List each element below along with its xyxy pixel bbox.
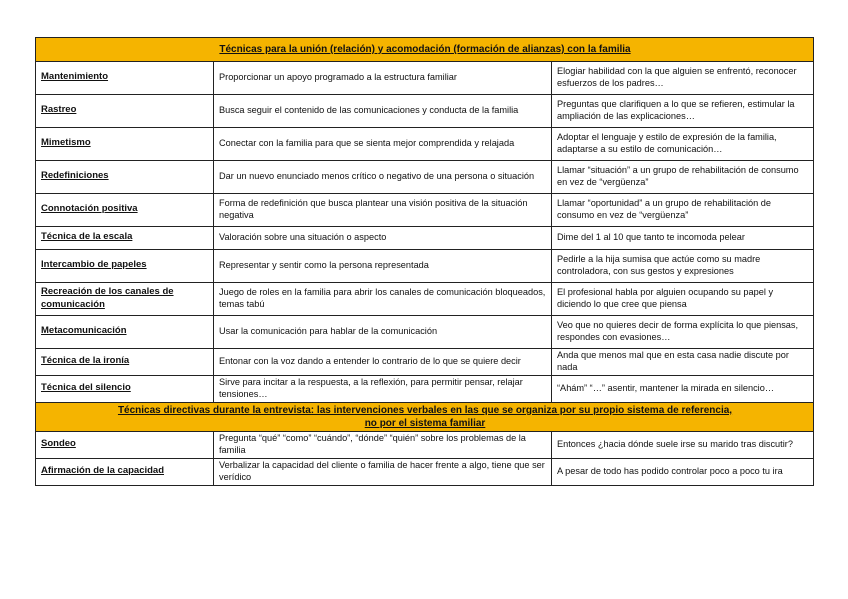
technique-row — [36, 62, 814, 95]
technique-name-text: Mantenimiento — [41, 71, 109, 83]
technique-name — [36, 431, 214, 458]
technique-example: Anda que menos mal que en esta casa nadie discute por nada — [552, 349, 814, 376]
technique-name — [36, 161, 214, 194]
technique-name-text: Connotación positiva — [41, 203, 138, 215]
technique-example: Llamar “oportunidad” a un grupo de rehabilitación de consumo en vez de “vergüenza” — [552, 194, 814, 227]
technique-description: Proporcionar un apoyo programado a la estructura familiar — [214, 62, 552, 95]
technique-description: Representar y sentir como la persona representada — [214, 250, 552, 283]
technique-name — [36, 458, 214, 485]
technique-name — [36, 194, 214, 227]
technique-row — [36, 227, 814, 250]
technique-description: Valoración sobre una situación o aspecto — [214, 227, 552, 250]
technique-name-text: Rastreo — [41, 104, 77, 116]
technique-example: Adoptar el lenguaje y estilo de expresión de la familia, adaptarse a su estilo de comunicación… — [552, 128, 814, 161]
technique-description: Sirve para incitar a la respuesta, a la reflexión, para permitir pensar, relajar tensiones… — [214, 375, 552, 402]
technique-name-text: Intercambio de papeles — [41, 259, 147, 271]
technique-example: Preguntas que clarifiquen a lo que se refieren, estimular la ampliación de las explicaciones… — [552, 95, 814, 128]
technique-description: Conectar con la familia para que se sienta mejor comprendida y relajada — [214, 128, 552, 161]
section-header-row — [36, 38, 814, 62]
section-title-line: no por el sistema familiar — [364, 417, 486, 429]
technique-example: Dime del 1 al 10 que tanto te incomoda pelear — [552, 227, 814, 250]
technique-name — [36, 316, 214, 349]
technique-description: Forma de redefinición que busca plantear una visión positiva de la situación negativa — [214, 194, 552, 227]
section-title — [36, 402, 814, 431]
technique-row — [36, 316, 814, 349]
technique-name-text: Técnica de la escala — [41, 231, 133, 243]
technique-example: Llamar “situación” a un grupo de rehabilitación de consumo en vez de “vergüenza” — [552, 161, 814, 194]
section-title: Técnicas para la unión (relación) y acomodación (formación de alianzas) con la familia — [36, 38, 814, 62]
technique-row — [36, 458, 814, 485]
technique-row — [36, 161, 814, 194]
technique-example: El profesional habla por alguien ocupando su papel y diciendo lo que cree que piensa — [552, 283, 814, 316]
technique-name — [36, 95, 214, 128]
technique-row — [36, 283, 814, 316]
technique-example: Entonces ¿hacia dónde suele irse su marido tras discutir? — [552, 431, 814, 458]
technique-row — [36, 194, 814, 227]
technique-name — [36, 250, 214, 283]
technique-name-text: Afirmación de la capacidad — [41, 465, 165, 476]
technique-description: Verbalizar la capacidad del cliente o familia de hacer frente a algo, tiene que ser verídico — [214, 458, 552, 485]
technique-example: A pesar de todo has podido controlar poco a poco tu ira — [552, 458, 814, 485]
technique-row — [36, 431, 814, 458]
technique-example: Veo que no quieres decir de forma explícita lo que piensas, respondes con evasiones… — [552, 316, 814, 349]
technique-row — [36, 250, 814, 283]
technique-name-text: Recreación de los canales de comunicación — [41, 286, 174, 310]
technique-name-text: Sondeo — [41, 438, 76, 450]
technique-example: Pedirle a la hija sumisa que actúe como su madre controladora, con sus gestos y expresiones — [552, 250, 814, 283]
technique-name — [36, 349, 214, 376]
technique-name — [36, 375, 214, 402]
technique-row — [36, 128, 814, 161]
technique-name-text: Técnica del silencio — [41, 382, 131, 394]
technique-name — [36, 128, 214, 161]
technique-name — [36, 62, 214, 95]
technique-name — [36, 227, 214, 250]
technique-name-text: Metacomunicación — [41, 325, 127, 337]
technique-description: Usar la comunicación para hablar de la comunicación — [214, 316, 552, 349]
section-header-row — [36, 402, 814, 431]
technique-row — [36, 349, 814, 376]
technique-description: Pregunta “qué” “como” “cuándo”, “dónde” “quién” sobre los problemas de la familia — [214, 431, 552, 458]
technique-example: “Ahám” “…” asentir, mantener la mirada en silencio… — [552, 375, 814, 402]
technique-description: Busca seguir el contenido de las comunicaciones y conducta de la familia — [214, 95, 552, 128]
technique-row — [36, 95, 814, 128]
technique-description: Juego de roles en la familia para abrir los canales de comunicación bloqueados, temas tabú — [214, 283, 552, 316]
section-title-line: Técnicas directivas durante la entrevista: las intervenciones verbales en las que se organiza por su propio sistema de referencia, — [117, 404, 733, 416]
technique-row — [36, 375, 814, 402]
technique-name-text: Redefiniciones — [41, 170, 109, 182]
technique-example: Elogiar habilidad con la que alguien se enfrentó, reconocer esfuerzos de los padres… — [552, 62, 814, 95]
technique-name-text: Mimetismo — [41, 137, 91, 149]
techniques-table-body — [36, 38, 814, 486]
technique-name — [36, 283, 214, 316]
technique-description: Entonar con la voz dando a entender lo contrario de lo que se quiere decir — [214, 349, 552, 376]
technique-description: Dar un nuevo enunciado menos crítico o negativo de una persona o situación — [214, 161, 552, 194]
technique-name-text: Técnica de la ironía — [41, 355, 130, 367]
techniques-table — [35, 37, 814, 486]
